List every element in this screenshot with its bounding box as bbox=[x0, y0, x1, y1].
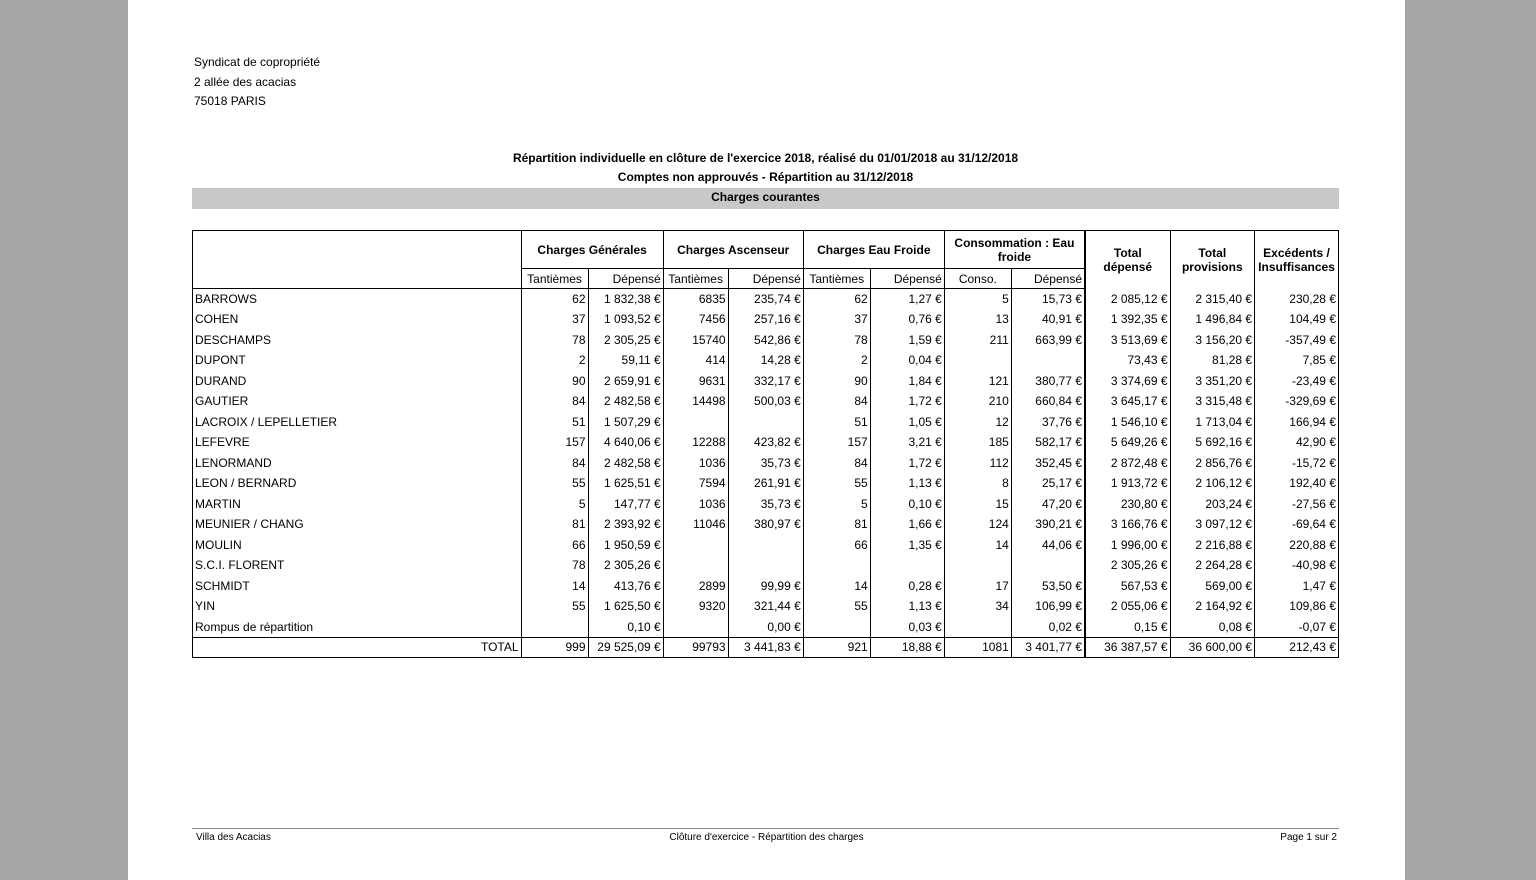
header-charges-ascenseur: Charges Ascenseur bbox=[663, 231, 803, 269]
owner-name: DESCHAMPS bbox=[195, 332, 272, 347]
table-cell: 99,99 € bbox=[728, 576, 803, 597]
table-cell: 660,84 € bbox=[1011, 391, 1084, 412]
table-cell: -0,07 € bbox=[1255, 617, 1339, 638]
section-band: Charges courantes bbox=[192, 188, 1339, 209]
table-cell: 7594 bbox=[663, 473, 728, 494]
table-row bbox=[193, 391, 1085, 412]
table-cell: 390,21 € bbox=[1011, 514, 1084, 535]
table-cell: 2 305,25 € bbox=[588, 330, 663, 351]
table-cell: 352,45 € bbox=[1011, 453, 1084, 474]
total-cell: 3 401,77 € bbox=[1011, 637, 1084, 658]
table-cell: 1,84 € bbox=[870, 371, 944, 392]
table-cell: 42,90 € bbox=[1255, 432, 1339, 453]
table-cell: 220,88 € bbox=[1255, 535, 1339, 556]
table-cell bbox=[944, 555, 1011, 576]
header-excedents: Excédents / Insuffisances bbox=[1255, 231, 1339, 289]
table-cell: 0,02 € bbox=[1011, 617, 1084, 638]
table-cell: 211 bbox=[944, 330, 1011, 351]
table-cell: 261,91 € bbox=[728, 473, 803, 494]
table-cell: 14498 bbox=[663, 391, 728, 412]
table-cell: 166,94 € bbox=[1255, 412, 1339, 433]
table-row bbox=[193, 453, 1085, 474]
table-cell: 2 856,76 € bbox=[1170, 453, 1255, 474]
table-row bbox=[193, 412, 1085, 433]
table-cell: 1,27 € bbox=[870, 289, 944, 310]
table-cell: 567,53 € bbox=[1120, 578, 1168, 593]
table-cell: 230,28 € bbox=[1255, 289, 1339, 310]
table-cell: 230,80 € bbox=[1120, 496, 1168, 511]
table-cell bbox=[944, 617, 1011, 638]
table-cell: 1,35 € bbox=[870, 535, 944, 556]
table-row bbox=[193, 350, 1085, 371]
owner-name: MARTIN bbox=[195, 496, 241, 511]
total-row bbox=[193, 637, 1085, 658]
table-cell: 157 bbox=[521, 432, 588, 453]
table-cell: 25,17 € bbox=[1011, 473, 1084, 494]
table-cell: 2 305,26 € bbox=[1110, 558, 1168, 573]
table-cell: 0,03 € bbox=[870, 617, 944, 638]
table-cell: 5 bbox=[944, 289, 1011, 310]
owner-name: MEUNIER / CHANG bbox=[195, 517, 304, 532]
header-total-provisions: Total provisions bbox=[1170, 231, 1255, 289]
table-cell: 2899 bbox=[663, 576, 728, 597]
table-cell: 3 166,76 € bbox=[1110, 517, 1168, 532]
table-cell bbox=[728, 535, 803, 556]
table-cell: -357,49 € bbox=[1255, 330, 1339, 351]
table-cell: 569,00 € bbox=[1170, 576, 1255, 597]
table-cell: 2 085,12 € bbox=[1110, 291, 1168, 306]
table-cell: 62 bbox=[521, 289, 588, 310]
table-row bbox=[1086, 432, 1339, 453]
table-cell: 1,05 € bbox=[870, 412, 944, 433]
header-blank bbox=[193, 231, 522, 269]
document-page bbox=[128, 0, 1405, 880]
table-row bbox=[1086, 514, 1339, 535]
subheader-conso: Conso. bbox=[944, 269, 1011, 289]
table-row bbox=[1086, 350, 1339, 371]
table-cell: 66 bbox=[521, 535, 588, 556]
table-cell bbox=[728, 555, 803, 576]
total-cell: 212,43 € bbox=[1255, 637, 1339, 658]
table-row bbox=[1086, 330, 1339, 351]
subheader-blank bbox=[193, 269, 522, 289]
table-cell: 1 996,00 € bbox=[1110, 537, 1168, 552]
table-row bbox=[1086, 617, 1339, 638]
table-row bbox=[193, 617, 1085, 638]
table-cell: 1 832,38 € bbox=[588, 289, 663, 310]
table-cell: 12288 bbox=[663, 432, 728, 453]
table-cell: 13 bbox=[944, 309, 1011, 330]
table-cell: 81,28 € bbox=[1170, 350, 1255, 371]
table-cell: 5 bbox=[803, 494, 870, 515]
table-cell: -27,56 € bbox=[1255, 494, 1339, 515]
table-row bbox=[193, 473, 1085, 494]
owner-name: GAUTIER bbox=[195, 394, 249, 409]
total-cell: 999 bbox=[521, 637, 588, 658]
footer-center: Clôture d'exercice - Répartition des charges bbox=[669, 832, 864, 843]
owner-name: LACROIX / LEPELLETIER bbox=[195, 414, 338, 429]
total-label: TOTAL bbox=[193, 637, 522, 658]
table-cell: 1,72 € bbox=[870, 391, 944, 412]
total-cell: 29 525,09 € bbox=[588, 637, 663, 658]
table-cell: 8 bbox=[944, 473, 1011, 494]
table-cell: 2 872,48 € bbox=[1110, 455, 1168, 470]
table-row bbox=[1086, 535, 1339, 556]
owner-name: SCHMIDT bbox=[195, 578, 250, 593]
table-cell: 106,99 € bbox=[1011, 596, 1084, 617]
table-cell: 157 bbox=[803, 432, 870, 453]
owner-name: LEON / BERNARD bbox=[195, 476, 297, 491]
table-row bbox=[193, 289, 1085, 310]
table-cell: 147,77 € bbox=[588, 494, 663, 515]
table-cell: 0,28 € bbox=[870, 576, 944, 597]
table-cell: 104,49 € bbox=[1255, 309, 1339, 330]
owner-name: LEFEVRE bbox=[195, 435, 250, 450]
table-cell: 14 bbox=[521, 576, 588, 597]
table-cell: 1 713,04 € bbox=[1170, 412, 1255, 433]
table-cell: 2 055,06 € bbox=[1110, 599, 1168, 614]
subheader-tantiemes: Tantièmes bbox=[803, 269, 870, 289]
table-cell: 78 bbox=[521, 330, 588, 351]
table-cell: 3 351,20 € bbox=[1170, 371, 1255, 392]
table-cell: 7456 bbox=[663, 309, 728, 330]
total-cell: 36 387,57 € bbox=[1086, 637, 1171, 658]
table-row bbox=[193, 514, 1085, 535]
table-cell: 1,66 € bbox=[870, 514, 944, 535]
total-cell: 921 bbox=[803, 637, 870, 658]
table-row bbox=[1086, 596, 1339, 617]
table-cell bbox=[870, 555, 944, 576]
table-row bbox=[1086, 371, 1339, 392]
table-cell: 55 bbox=[803, 473, 870, 494]
table-cell: 2 482,58 € bbox=[588, 453, 663, 474]
table-cell: 78 bbox=[521, 555, 588, 576]
document-subtitle: Comptes non approuvés - Répartition au 31/12/2018 bbox=[617, 170, 914, 184]
table-cell: 124 bbox=[944, 514, 1011, 535]
table-row bbox=[193, 371, 1085, 392]
header-consommation-eau: Consommation : Eau froide bbox=[944, 231, 1084, 269]
total-cell: 3 441,83 € bbox=[728, 637, 803, 658]
table-cell: 14 bbox=[803, 576, 870, 597]
header-total-depense: Total dépensé bbox=[1103, 245, 1153, 274]
table-cell: 582,17 € bbox=[1011, 432, 1084, 453]
owner-name: DURAND bbox=[195, 373, 247, 388]
subheader-depense: Dépensé bbox=[588, 269, 663, 289]
table-row bbox=[193, 309, 1085, 330]
table-cell: 5 bbox=[521, 494, 588, 515]
table-cell: 53,50 € bbox=[1011, 576, 1084, 597]
owner-name: LENORMAND bbox=[195, 455, 272, 470]
table-row bbox=[193, 596, 1085, 617]
table-cell: 55 bbox=[521, 473, 588, 494]
charges-table bbox=[192, 230, 1085, 658]
table-cell: 414 bbox=[663, 350, 728, 371]
table-row bbox=[1086, 473, 1339, 494]
table-cell: -40,98 € bbox=[1255, 555, 1339, 576]
table-row bbox=[193, 576, 1085, 597]
table-cell: 1 625,51 € bbox=[588, 473, 663, 494]
owner-name: BARROWS bbox=[195, 292, 258, 306]
table-cell: 47,20 € bbox=[1011, 494, 1084, 515]
table-cell: -329,69 € bbox=[1255, 391, 1339, 412]
header-charges-eau-froide: Charges Eau Froide bbox=[803, 231, 944, 269]
table-cell: 2 bbox=[521, 350, 588, 371]
table-cell: 15 bbox=[944, 494, 1011, 515]
table-row bbox=[1086, 453, 1339, 474]
table-cell: 542,86 € bbox=[728, 330, 803, 351]
table-cell: 4 640,06 € bbox=[588, 432, 663, 453]
totals-table bbox=[1085, 230, 1339, 658]
table-cell: 185 bbox=[944, 432, 1011, 453]
table-cell: 192,40 € bbox=[1255, 473, 1339, 494]
table-cell: 37 bbox=[803, 309, 870, 330]
table-cell: 1 913,72 € bbox=[1110, 476, 1168, 491]
table-cell: 90 bbox=[521, 371, 588, 392]
table-cell: 1 093,52 € bbox=[588, 309, 663, 330]
table-cell: 1,59 € bbox=[870, 330, 944, 351]
table-cell: 78 bbox=[803, 330, 870, 351]
table-cell bbox=[803, 555, 870, 576]
owner-name: MOULIN bbox=[195, 537, 242, 552]
table-cell: 0,10 € bbox=[870, 494, 944, 515]
table-cell: 5 692,16 € bbox=[1170, 432, 1255, 453]
table-cell: 109,86 € bbox=[1255, 596, 1339, 617]
table-cell: 380,77 € bbox=[1011, 371, 1084, 392]
table-cell bbox=[1011, 555, 1084, 576]
table-cell: 332,17 € bbox=[728, 371, 803, 392]
table-cell: 2 bbox=[803, 350, 870, 371]
table-cell: 55 bbox=[521, 596, 588, 617]
address-line-3: 75018 PARIS bbox=[194, 94, 266, 108]
table-cell: -69,64 € bbox=[1255, 514, 1339, 535]
table-cell: 1 625,50 € bbox=[588, 596, 663, 617]
table-cell: 37,76 € bbox=[1011, 412, 1084, 433]
table-cell: 0,00 € bbox=[728, 617, 803, 638]
table-cell: 1 392,35 € bbox=[1110, 312, 1168, 327]
table-cell: 121 bbox=[944, 371, 1011, 392]
owner-name: DUPONT bbox=[195, 353, 246, 368]
table-cell: 1 496,84 € bbox=[1170, 309, 1255, 330]
table-row bbox=[1086, 494, 1339, 515]
table-cell: 3 315,48 € bbox=[1170, 391, 1255, 412]
table-cell: 413,76 € bbox=[588, 576, 663, 597]
table-row bbox=[1086, 289, 1339, 310]
table-cell: 2 393,92 € bbox=[588, 514, 663, 535]
table-cell: 73,43 € bbox=[1127, 353, 1168, 368]
table-row bbox=[193, 494, 1085, 515]
table-cell: 2 216,88 € bbox=[1170, 535, 1255, 556]
table-row bbox=[193, 330, 1085, 351]
table-cell bbox=[728, 412, 803, 433]
table-cell: 37 bbox=[521, 309, 588, 330]
table-cell: 17 bbox=[944, 576, 1011, 597]
table-cell: 2 482,58 € bbox=[588, 391, 663, 412]
table-cell: 3 513,69 € bbox=[1110, 332, 1168, 347]
table-cell: 423,82 € bbox=[728, 432, 803, 453]
table-cell: 84 bbox=[521, 391, 588, 412]
table-row bbox=[1086, 391, 1339, 412]
table-cell: 90 bbox=[803, 371, 870, 392]
owner-name: Rompus de répartition bbox=[195, 619, 314, 634]
table-cell: 9631 bbox=[663, 371, 728, 392]
table-row bbox=[193, 535, 1085, 556]
table-cell: 0,04 € bbox=[870, 350, 944, 371]
table-cell: 2 659,91 € bbox=[588, 371, 663, 392]
table-cell: 9320 bbox=[663, 596, 728, 617]
table-cell: -23,49 € bbox=[1255, 371, 1339, 392]
subheader-tantiemes: Tantièmes bbox=[663, 269, 728, 289]
table-cell: 5 649,26 € bbox=[1110, 435, 1168, 450]
subheader-tantiemes: Tantièmes bbox=[521, 269, 588, 289]
table-cell: 14 bbox=[944, 535, 1011, 556]
table-cell: 0,76 € bbox=[870, 309, 944, 330]
total-cell: 99793 bbox=[663, 637, 728, 658]
table-cell: 59,11 € bbox=[588, 350, 663, 371]
table-cell: 380,97 € bbox=[728, 514, 803, 535]
table-cell: 34 bbox=[944, 596, 1011, 617]
table-cell: 0,15 € bbox=[1134, 619, 1168, 634]
table-cell bbox=[663, 555, 728, 576]
table-row bbox=[193, 432, 1085, 453]
subheader-depense: Dépensé bbox=[870, 269, 944, 289]
table-cell: 84 bbox=[803, 391, 870, 412]
table-cell: 1 507,29 € bbox=[588, 412, 663, 433]
subheader-depense: Dépensé bbox=[728, 269, 803, 289]
table-cell: 7,85 € bbox=[1255, 350, 1339, 371]
subheader-depense: Dépensé bbox=[1011, 269, 1084, 289]
table-cell bbox=[663, 535, 728, 556]
table-cell: 500,03 € bbox=[728, 391, 803, 412]
table-cell: 12 bbox=[944, 412, 1011, 433]
address-block bbox=[194, 53, 320, 112]
table-cell: 3 374,69 € bbox=[1110, 373, 1168, 388]
table-cell: 3,21 € bbox=[870, 432, 944, 453]
table-cell: 6835 bbox=[663, 289, 728, 310]
table-cell bbox=[663, 412, 728, 433]
table-row bbox=[1086, 412, 1339, 433]
table-cell: -15,72 € bbox=[1255, 453, 1339, 474]
table-cell: 1,13 € bbox=[870, 473, 944, 494]
table-cell: 1,47 € bbox=[1255, 576, 1339, 597]
footer-divider bbox=[192, 828, 1339, 829]
table-cell: 14,28 € bbox=[728, 350, 803, 371]
table-cell: 44,06 € bbox=[1011, 535, 1084, 556]
table-cell: 84 bbox=[521, 453, 588, 474]
table-cell: 2 164,92 € bbox=[1170, 596, 1255, 617]
owner-name: COHEN bbox=[195, 312, 239, 327]
table-cell: 66 bbox=[803, 535, 870, 556]
table-cell: 1 950,59 € bbox=[588, 535, 663, 556]
table-cell: 3 156,20 € bbox=[1170, 330, 1255, 351]
table-row bbox=[193, 555, 1085, 576]
table-cell: 62 bbox=[803, 289, 870, 310]
table-cell: 1,13 € bbox=[870, 596, 944, 617]
table-cell bbox=[1011, 350, 1084, 371]
table-cell: 3 645,17 € bbox=[1110, 394, 1168, 409]
table-row bbox=[1086, 555, 1339, 576]
table-cell: 0,08 € bbox=[1170, 617, 1255, 638]
table-cell: 11046 bbox=[663, 514, 728, 535]
document-title: Répartition individuelle en clôture de l'exercice 2018, réalisé du 01/01/2018 au 31/12/2018 bbox=[512, 151, 1019, 165]
table-cell: 15,73 € bbox=[1011, 289, 1084, 310]
table-cell: 203,24 € bbox=[1170, 494, 1255, 515]
table-cell: 3 097,12 € bbox=[1170, 514, 1255, 535]
total-cell: 36 600,00 € bbox=[1170, 637, 1255, 658]
table-cell: 663,99 € bbox=[1011, 330, 1084, 351]
table-cell: 40,91 € bbox=[1011, 309, 1084, 330]
table-cell: 2 315,40 € bbox=[1170, 289, 1255, 310]
address-line-1: Syndicat de copropriété bbox=[194, 55, 321, 69]
footer-left: Villa des Acacias bbox=[196, 832, 271, 843]
table-cell: 235,74 € bbox=[728, 289, 803, 310]
address-line-2: 2 allée des acacias bbox=[194, 74, 297, 89]
footer-page-number: Page 1 sur 2 bbox=[1280, 832, 1337, 843]
table-cell: 51 bbox=[521, 412, 588, 433]
table-cell: 81 bbox=[803, 514, 870, 535]
table-cell: 321,44 € bbox=[728, 596, 803, 617]
owner-name: YIN bbox=[195, 599, 216, 614]
table-cell: 1 546,10 € bbox=[1110, 414, 1168, 429]
table-cell: 257,16 € bbox=[728, 309, 803, 330]
table-cell: 1,72 € bbox=[870, 453, 944, 474]
table-cell: 2 106,12 € bbox=[1170, 473, 1255, 494]
table-cell: 0,10 € bbox=[588, 617, 663, 638]
table-cell: 1036 bbox=[663, 453, 728, 474]
table-cell: 112 bbox=[944, 453, 1011, 474]
header-charges-generales: Charges Générales bbox=[521, 231, 663, 269]
table-cell: 51 bbox=[803, 412, 870, 433]
table-cell: 35,73 € bbox=[728, 494, 803, 515]
table-cell: 35,73 € bbox=[728, 453, 803, 474]
table-cell: 1036 bbox=[663, 494, 728, 515]
total-cell: 1081 bbox=[944, 637, 1011, 658]
owner-name: S.C.I. FLORENT bbox=[195, 558, 285, 573]
table-cell: 2 305,26 € bbox=[588, 555, 663, 576]
table-cell: 81 bbox=[521, 514, 588, 535]
total-row bbox=[1086, 637, 1339, 658]
table-cell: 210 bbox=[944, 391, 1011, 412]
table-row bbox=[1086, 576, 1339, 597]
table-cell: 15740 bbox=[663, 330, 728, 351]
table-cell bbox=[663, 617, 728, 638]
table-cell: 2 264,28 € bbox=[1170, 555, 1255, 576]
total-cell: 18,88 € bbox=[870, 637, 944, 658]
table-cell bbox=[944, 350, 1011, 371]
table-cell: 55 bbox=[803, 596, 870, 617]
table-cell bbox=[803, 617, 870, 638]
table-row bbox=[1086, 309, 1339, 330]
table-cell bbox=[521, 617, 588, 638]
table-cell: 84 bbox=[803, 453, 870, 474]
